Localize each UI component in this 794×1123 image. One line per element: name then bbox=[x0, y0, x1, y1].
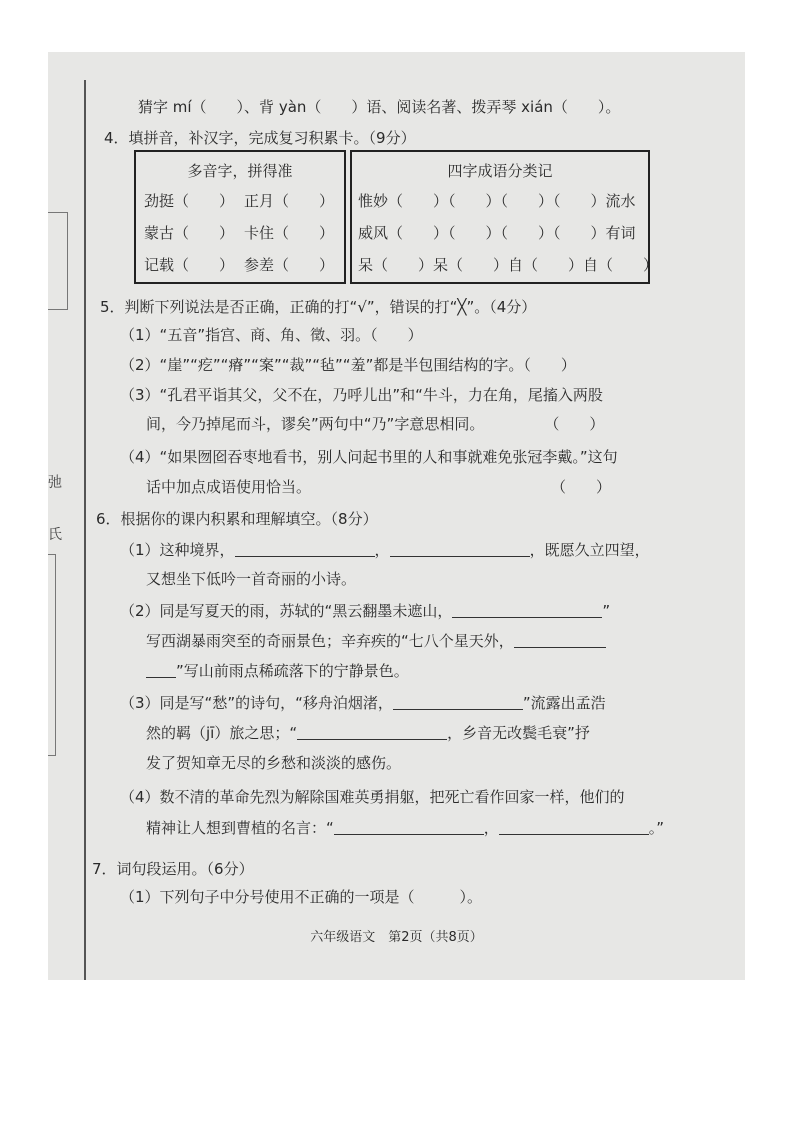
fill-line-9: （4）数不清的革命先烈为解除国难英勇捐躯，把死亡看作回家一样，他们的 bbox=[120, 788, 625, 806]
answer-blank[interactable] bbox=[297, 725, 447, 740]
polyphone-card-title: 多音字，拼得准 bbox=[187, 162, 293, 180]
judge-item: 话中加点成语使用恰当。 （ ） bbox=[146, 478, 612, 496]
idiom-item: 威风（ ）（ ）（ ）（ ）有词 bbox=[358, 224, 636, 242]
fill-text: ”写山前雨点稀疏落下的宁静景色。 bbox=[176, 662, 409, 680]
fill-line-4 bbox=[146, 630, 606, 651]
polyphone-item: 卡住（ ） bbox=[244, 224, 335, 242]
polyphone-item: 正月（ ） bbox=[244, 192, 335, 210]
polyphone-item: 记载（ ） bbox=[144, 256, 235, 274]
fill-text: （2）同是写夏天的雨，苏轼的“黑云翻墨未遮山， bbox=[120, 602, 453, 620]
idiom-card-title: 四字成语分类记 bbox=[447, 162, 553, 180]
fill-line-7 bbox=[146, 722, 590, 743]
fill-text: 精神让人想到曹植的名言：“ bbox=[146, 819, 334, 837]
fill-text: ”流露出孟浩 bbox=[522, 694, 606, 712]
left-edge-box bbox=[48, 212, 68, 310]
answer-blank[interactable] bbox=[393, 695, 523, 710]
fill-line-1 bbox=[120, 539, 650, 560]
fill-line-3 bbox=[120, 600, 610, 621]
fill-text: 然的羁（jī）旅之思；“ bbox=[146, 724, 298, 742]
judge-item: （3）“孔君平诣其父，父不在，乃呼儿出”和“牛斗，力在角，尾搐入两股 bbox=[120, 386, 603, 404]
idiom-item: 惟妙（ ）（ ）（ ）（ ）流水 bbox=[358, 192, 636, 210]
judge-item: （2）“崖”“疙”“瘠”“案”“裁”“毡”“羞”都是半包围结构的字。（ ） bbox=[120, 356, 576, 374]
judge-item: （1）“五音”指宫、商、角、徵、羽。（ ） bbox=[120, 326, 423, 344]
question-7-title: 7．词句段运用。（6分） bbox=[92, 860, 254, 878]
idiom-item: 呆（ ）呆（ ）自（ ）自（ ） bbox=[358, 256, 659, 274]
question-4-title: 4．填拼音，补汉字，完成复习积累卡。（9分） bbox=[104, 129, 416, 147]
fill-text: （3）同是写“愁”的诗句，“移舟泊烟渚， bbox=[120, 694, 393, 712]
answer-blank[interactable] bbox=[334, 820, 484, 835]
question-6-title: 6．根据你的课内积累和理解填空。（8分） bbox=[96, 510, 378, 528]
question-5-title: 5．判断下列说法是否正确，正确的打“√”，错误的打“╳”。（4分） bbox=[100, 298, 537, 316]
polyphone-item: 蒙古（ ） bbox=[144, 224, 235, 242]
left-edge-box bbox=[48, 554, 56, 756]
answer-blank[interactable] bbox=[235, 542, 375, 557]
margin-char: 弛 bbox=[48, 475, 62, 491]
fill-text: 。” bbox=[648, 819, 665, 837]
answer-blank[interactable] bbox=[390, 542, 530, 557]
fill-text: （1）这种境界， bbox=[120, 541, 235, 559]
pinyin-line: 猜字 mí（ ）、背 yàn（ ）语、阅读名著、拨弄琴 xián（ ）。 bbox=[138, 98, 621, 116]
judge-item: （4）“如果囫囵吞枣地看书，别人问起书里的人和事就难免张冠李戴。”这句 bbox=[120, 448, 618, 466]
fill-text: ， bbox=[374, 541, 390, 559]
fill-text: 写西湖暴雨突至的奇丽景色；辛弃疾的“七八个星天外， bbox=[146, 632, 514, 650]
polyphone-item: 劲挺（ ） bbox=[144, 192, 235, 210]
usage-item: （1）下列句子中分号使用不正确的一项是（ ）。 bbox=[120, 888, 483, 906]
answer-blank[interactable] bbox=[514, 633, 606, 648]
fill-text: ，乡音无改鬓毛衰”抒 bbox=[447, 724, 590, 742]
fill-text: ” bbox=[602, 602, 611, 620]
fill-line-5 bbox=[146, 660, 409, 681]
margin-char: 氏 bbox=[48, 527, 62, 543]
judge-item: 间，今乃掉尾而斗，谬矣”两句中“乃”字意思相同。 （ ） bbox=[146, 415, 605, 433]
answer-blank[interactable] bbox=[499, 820, 649, 835]
fill-line-8: 发了贺知章无尽的乡愁和淡淡的感伤。 bbox=[146, 754, 402, 772]
fill-text: ， bbox=[483, 819, 499, 837]
page-footer: 六年级语文 第2页（共8页） bbox=[310, 930, 483, 945]
fill-line-10 bbox=[146, 817, 664, 838]
polyphone-card bbox=[134, 150, 346, 284]
fill-text: ，既愿久立四望， bbox=[529, 541, 650, 559]
polyphone-item: 参差（ ） bbox=[244, 256, 335, 274]
fill-line-6 bbox=[120, 692, 606, 713]
fill-line-2: 又想坐下低吟一首奇丽的小诗。 bbox=[146, 570, 357, 588]
idiom-card bbox=[350, 150, 659, 284]
answer-blank[interactable] bbox=[146, 663, 176, 678]
answer-blank[interactable] bbox=[452, 603, 602, 618]
binding-margin-line bbox=[84, 80, 86, 980]
exam-page bbox=[48, 52, 745, 980]
